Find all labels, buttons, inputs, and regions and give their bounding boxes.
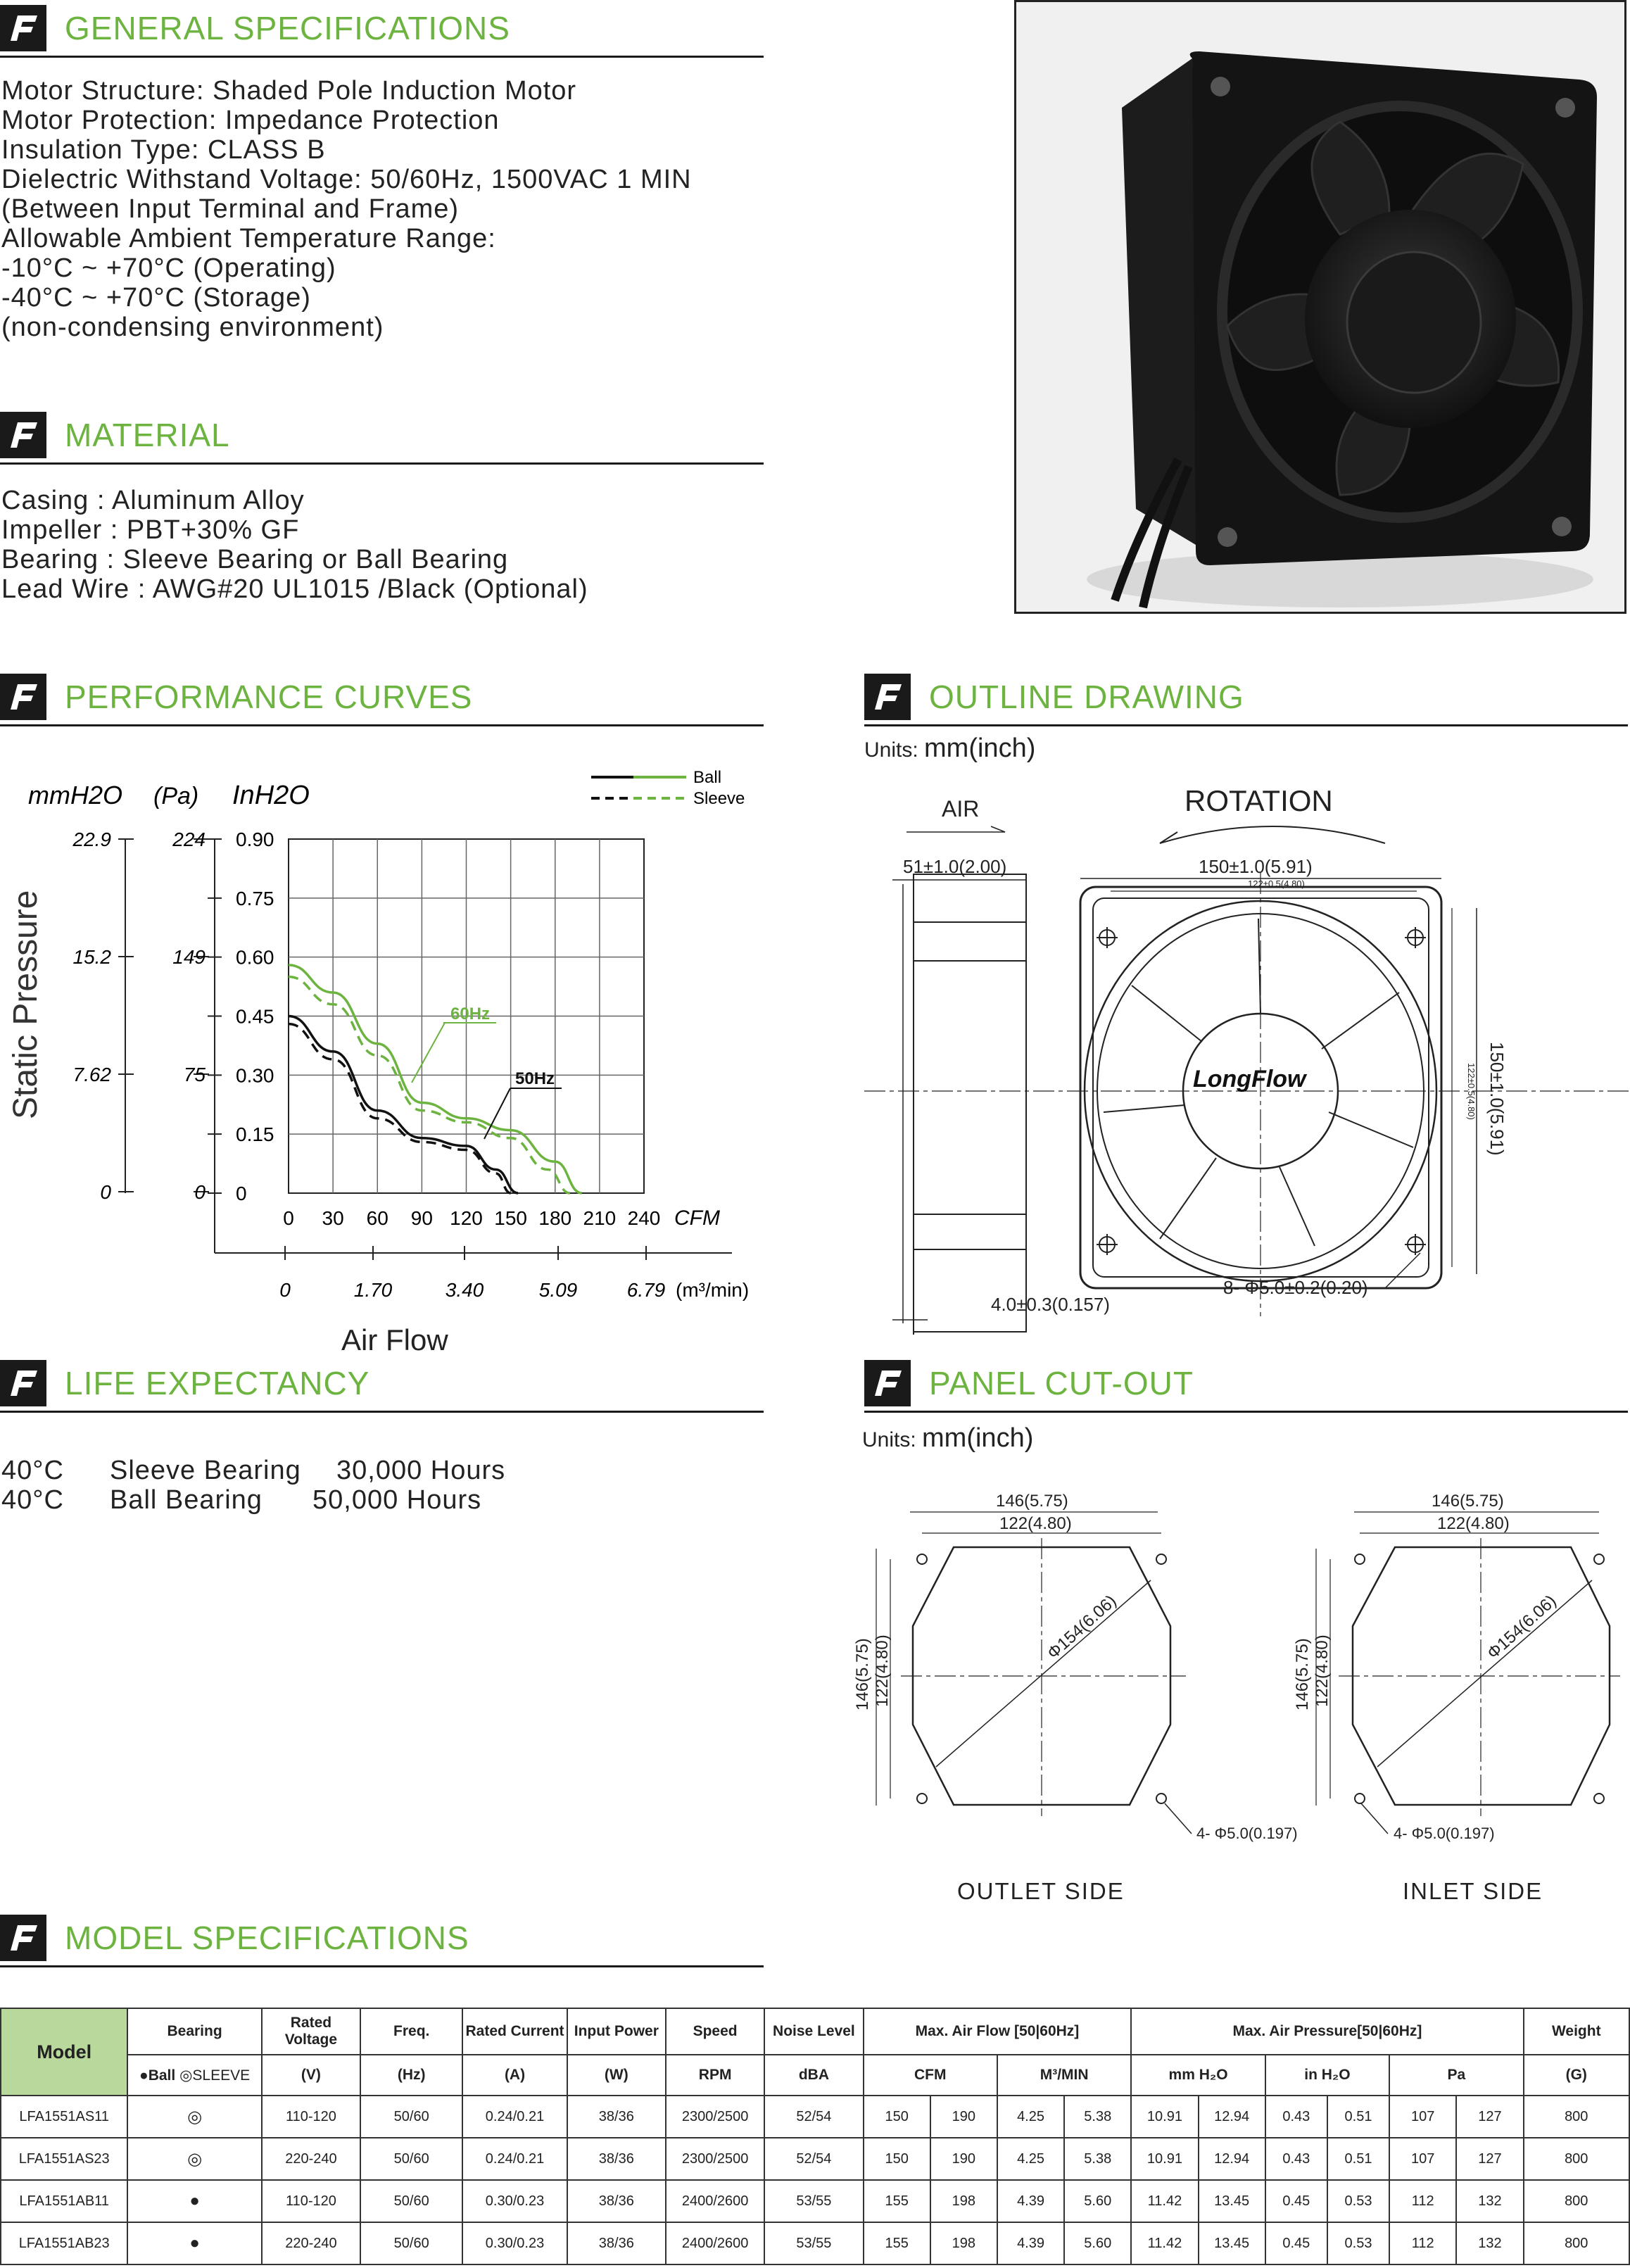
cell-p2: 132: [1456, 2180, 1523, 2222]
th-unit-hz: (Hz): [360, 2055, 462, 2096]
performance-header: [0, 669, 764, 725]
spec-line: Insulation Type: CLASS B: [1, 135, 326, 165]
cell-dba: 53/55: [764, 2222, 863, 2264]
cell-w: 38/36: [567, 2180, 666, 2222]
y-tick-label-pa: 0: [194, 1181, 206, 1203]
y-tick-label-mmh2o: 7.62: [72, 1064, 111, 1085]
cell-b: ◎: [127, 2096, 261, 2138]
annotation-60hz-leader: [412, 1023, 445, 1083]
spec-line: Motor Protection: Impedance Protection: [1, 106, 500, 135]
cell-m2: 5.38: [1064, 2138, 1131, 2180]
cell-c2: 198: [930, 2180, 997, 2222]
cell-f: 50/60: [360, 2222, 462, 2264]
th-weight: Weight: [1524, 2008, 1629, 2055]
fan-photo: [1014, 0, 1626, 614]
rotation-label: ROTATION: [1184, 784, 1333, 817]
th-unit-pa: Pa: [1389, 2055, 1523, 2096]
cell-p1: 112: [1389, 2222, 1456, 2264]
section-rule: [0, 1965, 764, 1967]
cell-f: 50/60: [360, 2096, 462, 2138]
brand-mark: LongFlow: [1193, 1066, 1306, 1092]
cell-g: 800: [1524, 2222, 1629, 2264]
table-subheader-row: [1, 2055, 1629, 2096]
brand-logo-icon: [0, 1360, 46, 1406]
th-unit-w: (W): [567, 2055, 666, 2096]
y-tick-label-mmh2o: 15.2: [72, 946, 111, 968]
outline-header: [864, 669, 1628, 725]
x-tick-label-cfm: 0: [283, 1207, 294, 1229]
x-tick-label-cfm: 180: [538, 1207, 572, 1229]
life-temp: 40°C: [1, 1485, 64, 1515]
panel-inner-dim: 122(4.80): [999, 1514, 1072, 1533]
life-list: [1, 1456, 505, 1515]
spec-line: Bearing : Sleeve Bearing or Ball Bearing: [1, 545, 509, 574]
table-header-row: [1, 2008, 1629, 2055]
cell-c2: 190: [930, 2096, 997, 2138]
model-header: [0, 1910, 764, 1966]
outline-units: [864, 733, 1035, 764]
cell-a: 0.24/0.21: [462, 2096, 567, 2138]
life-bearing: Sleeve Bearing: [110, 1456, 301, 1485]
table-row: [1, 2222, 1629, 2264]
y-tick-label-inh2o: 0.90: [236, 829, 274, 850]
cell-c1: 155: [864, 2222, 930, 2264]
cell-f: 50/60: [360, 2180, 462, 2222]
life-temp: 40°C: [1, 1456, 64, 1485]
th-unit-v: (V): [262, 2055, 360, 2096]
cell-in1: 0.43: [1265, 2096, 1327, 2138]
cell-in1: 0.45: [1265, 2222, 1327, 2264]
cell-m1: 4.39: [997, 2180, 1064, 2222]
y-tick-label-inh2o: 0.60: [236, 946, 274, 969]
cell-a: 0.30/0.23: [462, 2180, 567, 2222]
cell-p1: 107: [1389, 2138, 1456, 2180]
spec-line: Impeller : PBT+30% GF: [1, 515, 300, 545]
y-unit-mmh2o: mmH2O: [28, 781, 122, 809]
table-row: [1, 2138, 1629, 2180]
cell-c2: 198: [930, 2222, 997, 2264]
y-axis-title: Static Pressure: [7, 890, 44, 1119]
depth-dim: 51±1.0(2.00): [903, 856, 1007, 877]
section-title: PANEL CUT-OUT: [929, 1365, 1194, 1401]
cell-mm1: 10.91: [1131, 2096, 1198, 2138]
spec-line: Casing : Aluminum Alloy: [1, 486, 305, 515]
inlet-side-caption: INLET SIDE: [1403, 1878, 1543, 1904]
th-model: Model: [1, 2008, 127, 2096]
cell-m1: 4.39: [997, 2222, 1064, 2264]
cell-in1: 0.45: [1265, 2180, 1327, 2222]
cell-mm1: 10.91: [1131, 2138, 1198, 2180]
y-tick-label-pa: 149: [172, 946, 206, 968]
y-tick-label-inh2o: 0.30: [236, 1064, 274, 1087]
legend-sleeve: Sleeve: [693, 789, 745, 808]
x-tick-label-cfm: 90: [410, 1207, 433, 1229]
section-rule: [0, 724, 764, 726]
units-label: Units:: [864, 738, 918, 762]
y-tick-label-pa: 75: [183, 1064, 206, 1085]
cell-a: 0.24/0.21: [462, 2138, 567, 2180]
cell-w: 38/36: [567, 2138, 666, 2180]
life-row: [1, 1485, 505, 1515]
cell-mm1: 11.42: [1131, 2180, 1198, 2222]
section-title: PERFORMANCE CURVES: [65, 679, 473, 715]
annotation-50hz-leader: [484, 1088, 510, 1139]
cell-m2: 5.60: [1064, 2222, 1131, 2264]
cell-p2: 127: [1456, 2138, 1523, 2180]
th-unit-mmh2o: mm H₂O: [1131, 2055, 1265, 2096]
cell-v: 220-240: [262, 2222, 360, 2264]
section-rule: [0, 1411, 764, 1413]
table-body: [1, 2096, 1629, 2264]
cell-v: 220-240: [262, 2138, 360, 2180]
units-value: mm(inch): [924, 733, 1036, 763]
th-pressure: Max. Air Pressure[50|60Hz]: [1131, 2008, 1523, 2055]
th-unit-m3: M³/MIN: [997, 2055, 1131, 2096]
th-unit-g: (G): [1524, 2055, 1629, 2096]
cell-m1: 4.25: [997, 2096, 1064, 2138]
section-title: OUTLINE DRAWING: [929, 679, 1244, 715]
x-tick-label-cfm: 210: [583, 1207, 617, 1229]
cell-dba: 52/54: [764, 2138, 863, 2180]
cell-b: ●: [127, 2180, 261, 2222]
cell-model: LFA1551AS11: [1, 2096, 127, 2138]
spec-line: Lead Wire : AWG#20 UL1015 /Black (Optional): [1, 574, 588, 604]
life-hours: 50,000 Hours: [312, 1485, 482, 1515]
life-row: [1, 1456, 505, 1485]
cell-mm2: 12.94: [1199, 2096, 1265, 2138]
y-unit-inh2o: InH2O: [232, 781, 310, 810]
cell-b: ●: [127, 2222, 261, 2264]
th-airflow: Max. Air Flow [50|60Hz]: [864, 2008, 1132, 2055]
spec-line: -40°C ~ +70°C (Storage): [1, 283, 311, 313]
model-spec-table: [0, 2008, 1630, 2265]
spec-line: (non-condensing environment): [1, 313, 384, 342]
panel-outlet-drawing: [853, 1485, 1298, 1879]
general-spec-header: [0, 0, 764, 56]
cell-p1: 107: [1389, 2096, 1456, 2138]
spec-line: -10°C ~ +70°C (Operating): [1, 253, 336, 283]
x-tick-label-cfm: 60: [366, 1207, 388, 1229]
material-header: [0, 407, 764, 463]
cell-v: 110-120: [262, 2096, 360, 2138]
panel-inner-dim-v: 122(4.80): [873, 1634, 892, 1707]
cell-g: 800: [1524, 2096, 1629, 2138]
x-tick-label-m3: 0: [279, 1279, 291, 1301]
sleeve-label: ◎SLEEVE: [179, 2067, 251, 2084]
cell-p2: 132: [1456, 2222, 1523, 2264]
th-unit-rpm: RPM: [666, 2055, 764, 2096]
panel-diameter-dim: Φ154(6.06): [1043, 1591, 1120, 1663]
section-title: MATERIAL: [65, 417, 230, 453]
y-tick-label-inh2o: 0: [236, 1183, 247, 1204]
panel-diameter-dim: Φ154(6.06): [1483, 1591, 1560, 1663]
panel-outer-dim: 146(5.75): [996, 1492, 1068, 1511]
width-dim: 150±1.0(5.91): [1199, 856, 1313, 877]
brand-logo-icon: [0, 5, 46, 51]
y-tick-label-pa: 224: [172, 829, 206, 850]
brand-logo-icon: [0, 412, 46, 458]
cell-m2: 5.60: [1064, 2180, 1131, 2222]
th-speed: Speed: [666, 2008, 764, 2055]
cell-in2: 0.51: [1327, 2138, 1389, 2180]
cell-rpm: 2300/2500: [666, 2138, 764, 2180]
x-tick-label-cfm: 150: [494, 1207, 527, 1229]
th-freq: Freq.: [360, 2008, 462, 2055]
cell-p2: 127: [1456, 2096, 1523, 2138]
cell-model: LFA1551AS23: [1, 2138, 127, 2180]
spec-line: Dielectric Withstand Voltage: 50/60Hz, 1500VAC 1 MIN: [1, 165, 692, 194]
spec-line: Motor Structure: Shaded Pole Induction Motor: [1, 76, 577, 106]
cell-in2: 0.53: [1327, 2180, 1389, 2222]
y-axes: [72, 829, 733, 1253]
panel-units: [862, 1423, 1033, 1454]
section-rule: [0, 56, 764, 58]
air-label: AIR: [942, 796, 980, 821]
cell-model: LFA1551AB11: [1, 2180, 127, 2222]
cell-in1: 0.43: [1265, 2138, 1327, 2180]
x-tick-label-cfm: 240: [627, 1207, 661, 1229]
material-list: [1, 486, 588, 604]
x-unit-m3: (m³/min): [676, 1279, 750, 1301]
legend-ball: Ball: [693, 768, 722, 787]
cell-mm2: 13.45: [1199, 2222, 1265, 2264]
y-tick-label-mmh2o: 0: [100, 1181, 111, 1203]
panel-holes-dim: 4- Φ5.0(0.197): [1196, 1825, 1298, 1842]
cell-w: 38/36: [567, 2222, 666, 2264]
cell-dba: 53/55: [764, 2180, 863, 2222]
y-tick-label-mmh2o: 22.9: [72, 829, 111, 850]
y-tick-label-inh2o: 0.45: [236, 1005, 274, 1028]
cell-mm2: 12.94: [1199, 2138, 1265, 2180]
th-unit-dba: dBA: [764, 2055, 863, 2096]
units-label: Units:: [862, 1428, 916, 1451]
section-rule: [864, 1411, 1628, 1413]
table-row: [1, 2096, 1629, 2138]
th-unit-cfm: CFM: [864, 2055, 997, 2096]
flange-dim: 4.0±0.3(0.157): [991, 1294, 1110, 1315]
x-tick-label-m3: 6.79: [626, 1279, 666, 1301]
holes-dim: 8- Φ5.0±0.2(0.20): [1223, 1277, 1368, 1298]
brand-logo-icon: [0, 1915, 46, 1961]
annotation-50hz: 50Hz: [515, 1069, 555, 1088]
panel-inlet-drawing: [1289, 1485, 1627, 1879]
cell-rpm: 2400/2600: [666, 2222, 764, 2264]
hole-pitch-dim: 122±0.5(4.80): [1248, 878, 1305, 889]
life-hours: 30,000 Hours: [336, 1456, 506, 1485]
outline-drawing: [864, 781, 1630, 1337]
ball-label: ●Ball: [139, 2067, 176, 2084]
cell-rpm: 2300/2500: [666, 2096, 764, 2138]
section-title: MODEL SPECIFICATIONS: [65, 1920, 469, 1956]
cell-c1: 155: [864, 2180, 930, 2222]
annotation-60hz: 60Hz: [450, 1004, 491, 1023]
th-voltage: Rated Voltage: [262, 2008, 360, 2055]
cell-f: 50/60: [360, 2138, 462, 2180]
general-spec-list: [1, 76, 692, 342]
th-bearing: Bearing: [127, 2008, 261, 2055]
brand-logo-icon: [0, 674, 46, 720]
th-unit-a: (A): [462, 2055, 567, 2096]
cell-in2: 0.51: [1327, 2096, 1389, 2138]
x-tick-label-m3: 1.70: [353, 1279, 393, 1301]
cell-c1: 150: [864, 2096, 930, 2138]
series-line: [289, 1024, 511, 1193]
panel-holes-dim: 4- Φ5.0(0.197): [1394, 1825, 1495, 1842]
cell-rpm: 2400/2600: [666, 2180, 764, 2222]
th-power: Input Power: [567, 2008, 666, 2055]
units-value: mm(inch): [922, 1423, 1034, 1453]
panel-outer-dim-v: 146(5.75): [853, 1638, 872, 1711]
x-tick-label-m3: 5.09: [538, 1279, 578, 1301]
th-current: Rated Current: [462, 2008, 567, 2055]
cell-v: 110-120: [262, 2180, 360, 2222]
spec-line: (Between Input Terminal and Frame): [1, 194, 460, 224]
height-dim: 150±1.0(5.91): [1486, 1042, 1508, 1156]
x-unit-cfm: CFM: [674, 1207, 720, 1230]
x-axis-title: Air Flow: [341, 1323, 448, 1356]
cell-c1: 150: [864, 2138, 930, 2180]
y-tick-label-inh2o: 0.15: [236, 1123, 274, 1146]
y-unit-pa: (Pa): [153, 783, 199, 809]
cell-w: 38/36: [567, 2096, 666, 2138]
table-row: [1, 2180, 1629, 2222]
y-tick-label-inh2o: 0.75: [236, 887, 274, 909]
brand-logo-icon: [864, 1360, 911, 1406]
spec-line: Allowable Ambient Temperature Range:: [1, 224, 496, 253]
cell-mm2: 13.45: [1199, 2180, 1265, 2222]
th-noise: Noise Level: [764, 2008, 863, 2055]
x-tick-label-cfm: 30: [322, 1207, 344, 1229]
th-unit-inh2o: in H₂O: [1265, 2055, 1389, 2096]
cell-g: 800: [1524, 2138, 1629, 2180]
cell-g: 800: [1524, 2180, 1629, 2222]
cell-mm1: 11.42: [1131, 2222, 1198, 2264]
brand-logo-icon: [864, 674, 911, 720]
x-tick-label-m3: 3.40: [445, 1279, 484, 1301]
panel-inner-dim-v: 122(4.80): [1313, 1634, 1332, 1707]
section-title: LIFE EXPECTANCY: [65, 1365, 370, 1401]
cell-b: ◎: [127, 2138, 261, 2180]
cell-p1: 112: [1389, 2180, 1456, 2222]
cell-c2: 190: [930, 2138, 997, 2180]
panel-outer-dim: 146(5.75): [1432, 1492, 1504, 1511]
panel-outer-dim-v: 146(5.75): [1293, 1638, 1312, 1711]
performance-chart: [0, 753, 788, 1359]
life-bearing: Ball Bearing: [110, 1485, 263, 1515]
life-header: [0, 1355, 764, 1411]
cell-model: LFA1551AB23: [1, 2222, 127, 2264]
th-bearing-types: [127, 2055, 261, 2096]
outlet-side-caption: OUTLET SIDE: [957, 1878, 1125, 1904]
cell-m1: 4.25: [997, 2138, 1064, 2180]
cell-m2: 5.38: [1064, 2096, 1131, 2138]
cell-dba: 52/54: [764, 2096, 863, 2138]
section-rule: [864, 724, 1628, 726]
cell-a: 0.30/0.23: [462, 2222, 567, 2264]
section-title: GENERAL SPECIFICATIONS: [65, 10, 510, 46]
panel-inner-dim: 122(4.80): [1437, 1514, 1510, 1533]
hole-pitch-v-dim: 122±0.5(4.80): [1466, 1063, 1477, 1120]
x-tick-label-cfm: 120: [450, 1207, 483, 1229]
section-rule: [0, 462, 764, 465]
panel-header: [864, 1355, 1628, 1411]
cell-in2: 0.53: [1327, 2222, 1389, 2264]
